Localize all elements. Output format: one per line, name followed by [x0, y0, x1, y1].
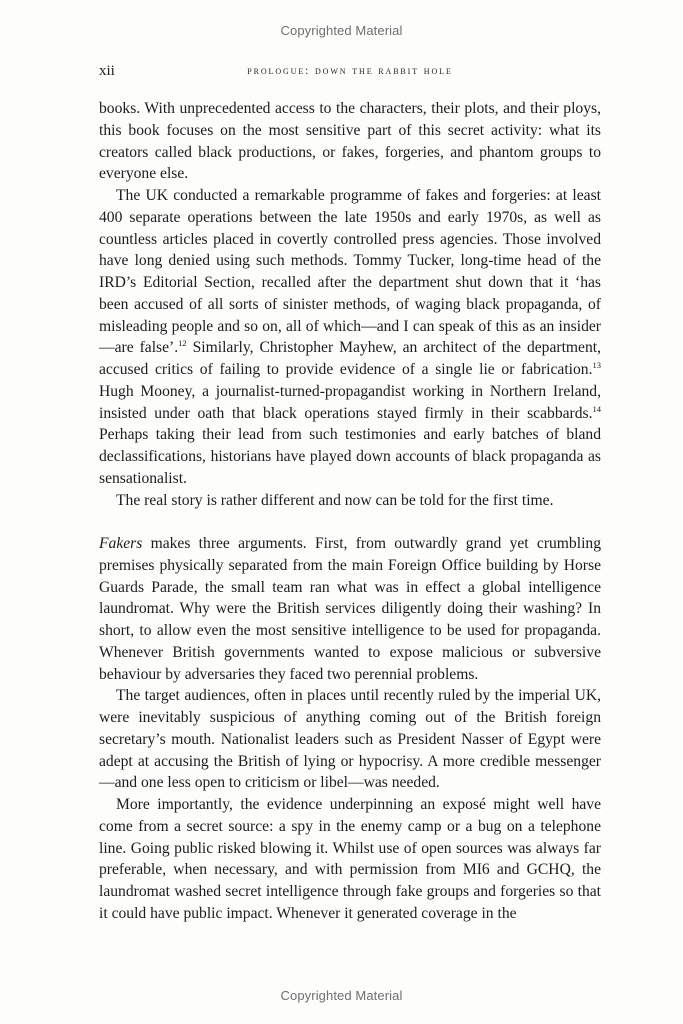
copyright-watermark-top: Copyrighted Material [280, 23, 403, 38]
text-run: Perhaps taking their lead from such testimonies and early batches of bland declassifications, historians have played down accounts of black propaganda as sensationalist. [99, 426, 601, 487]
paragraph [99, 533, 601, 685]
running-head-title: prologue: down the rabbit hole [247, 65, 453, 77]
footnote-ref: 12 [178, 338, 187, 349]
page-number: xii [99, 63, 115, 79]
running-head [99, 63, 601, 81]
paragraph: The target audiences, often in places until recently ruled by the imperial UK, were inevitably suspicious of anything coming out of the British foreign secretary’s mouth. Nationalist leaders such as President Nasser of Egypt were adept at accusing the British of lying or hypocrisy. A more credible messenger—and one less open to criticism or libel—was needed. [99, 687, 601, 792]
footnote-ref: 14 [592, 403, 601, 414]
text-run: Hugh Mooney, a journalist-turned-propagandist working in Northern Ireland, insisted under oath that black operations stayed firmly in their scabbards. [99, 382, 601, 422]
book-title: Fakers [99, 535, 143, 552]
copyright-watermark-bottom: Copyrighted Material [280, 988, 403, 1003]
text-run: makes three arguments. First, from outwardly grand yet crumbling premises physically separated from the main Foreign Office building by Horse Guards Parade, the small team ran what was in effect a global intelligence laundromat. Why were the British services diligently doing their washing? In short, to allow even the most sensitive intelligence to be used for propaganda. Whenever British governments wanted to expose malicious or subversive behaviour by adversaries they faced two perennial problems. [99, 535, 601, 683]
text-run: Similarly, Christopher Mayhew, an architect of the department, accused critics of failing to provide evidence of a single lie or fabrication. [99, 339, 601, 378]
paragraph: books. With unprecedented access to the characters, their plots, and their ploys, this book focuses on the most sensitive part of this secret activity: what its creators called black productions, or fakes, forgeries, and phantom groups to everyone else. [99, 100, 601, 183]
paragraph: More importantly, the evidence underpinning an exposé might well have come from a secret source: a spy in the enemy camp or a bug on a telephone line. Going public risked blowing it. Whilst use of open sources was always far preferable, when necessary, and with permission from MI6 and GCHQ, the laundromat washed secret intelligence through fake groups and forgeries so that it could have public impact. Whenever it generated coverage in the [99, 796, 601, 922]
paragraph [99, 185, 601, 490]
body-text [99, 98, 601, 925]
text-run: The UK conducted a remarkable programme of fakes and forgeries: at least 400 separate operations between the late 1950s and early 1970s, as well as countless articles placed in covertly controlled press agencies. Those involved have long denied using such methods. Tommy Tucker, long-time head of the IRD’s Editorial Section, recalled after the department shut down that it ‘has been accused of all sorts of sinister methods, of waging black propaganda, of misleading people and so on, all of which—and I can speak of this as an insider—are false’. [99, 187, 601, 357]
paragraph: The real story is rather different and now can be told for the first time. [116, 491, 554, 509]
footnote-ref: 13 [592, 360, 601, 370]
